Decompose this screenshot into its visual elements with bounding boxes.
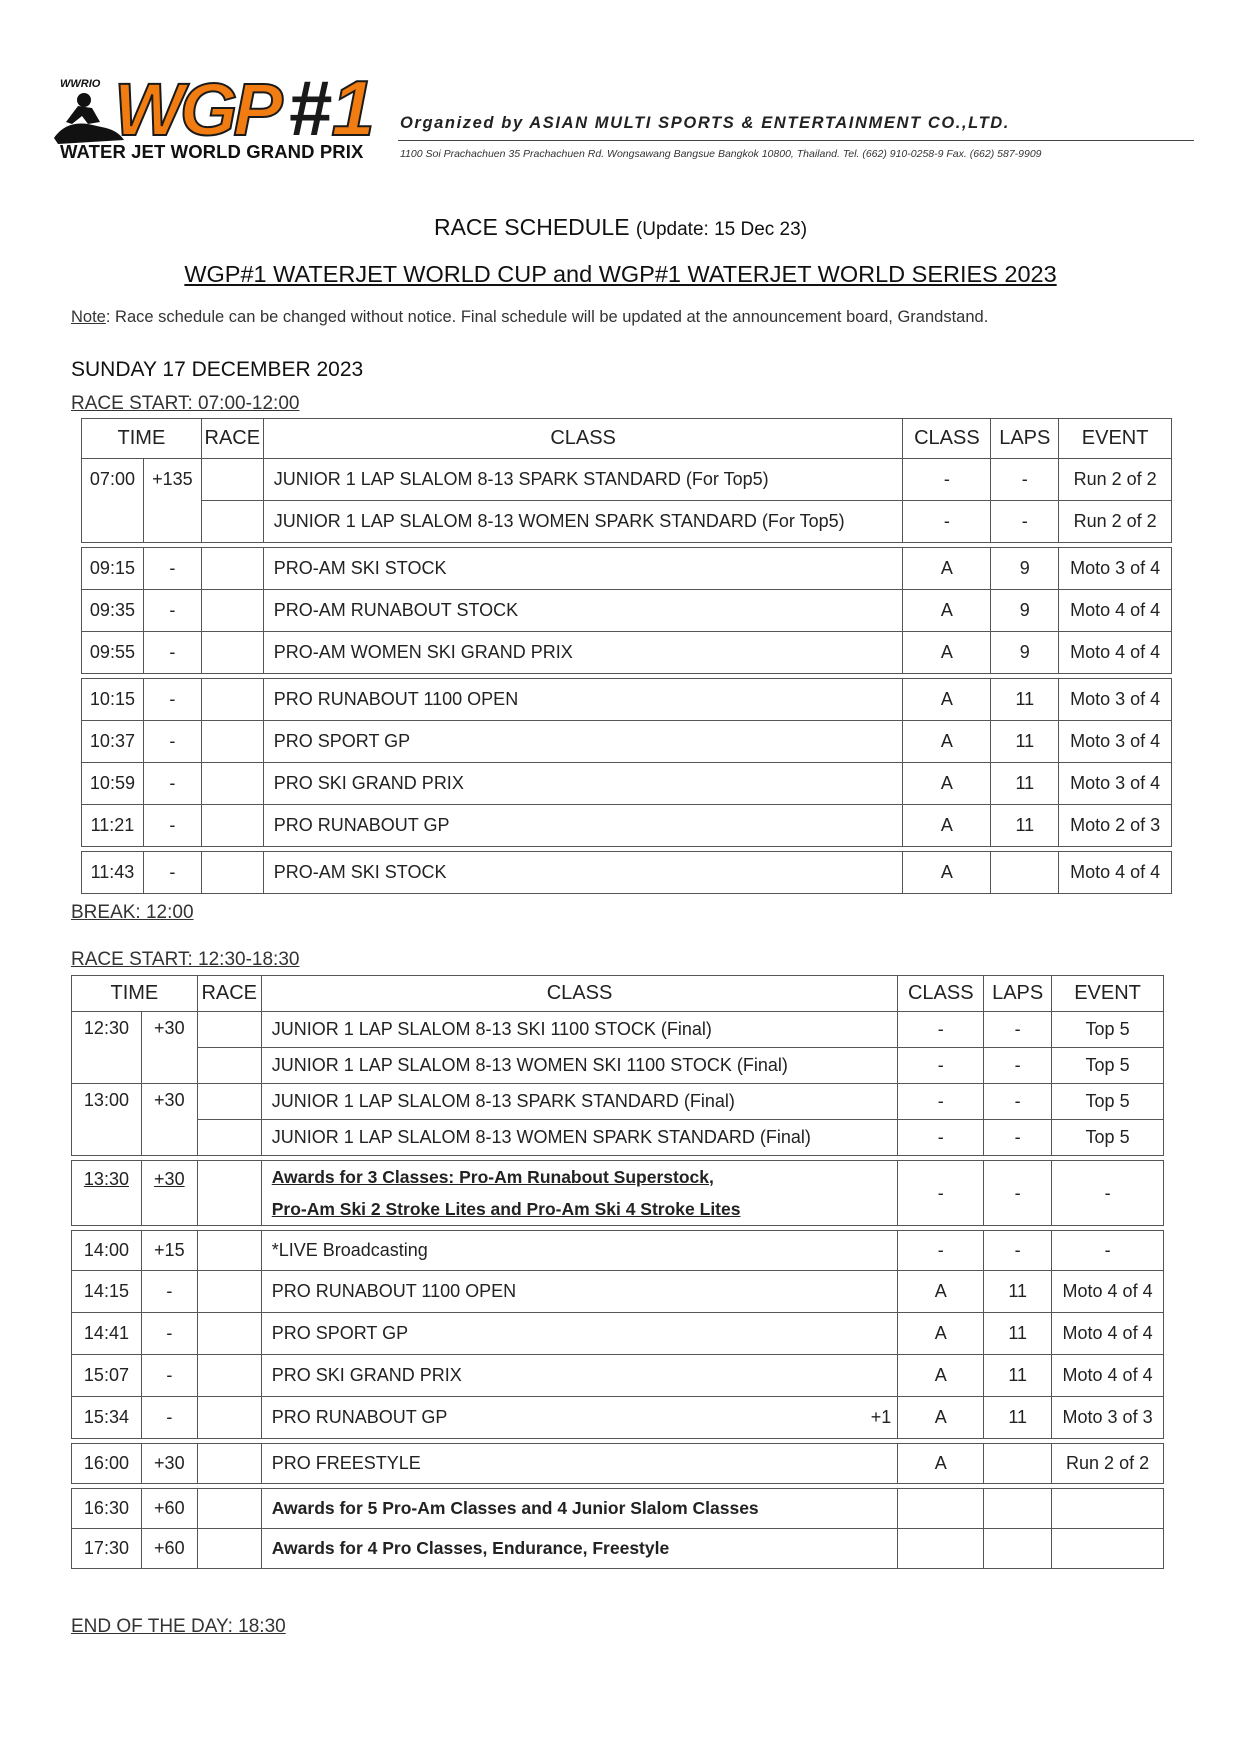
awards-line-1: Awards for 3 Classes: Pro-Am Runabout Superstock,: [271, 1167, 714, 1187]
table-row: 12:30 +30 JUNIOR 1 LAP SLALOM 8-13 SKI 1100 STOCK (Final) - - Top 5: [72, 1012, 1164, 1048]
table-header: TIME RACE CLASS CLASS LAPS EVENT: [82, 419, 1172, 459]
extra-note: +1: [870, 1407, 892, 1427]
day-heading: SUNDAY 17 DECEMBER 2023: [71, 358, 364, 381]
table-row: JUNIOR 1 LAP SLALOM 8-13 WOMEN SKI 1100 STOCK (Final) - - Top 5: [72, 1048, 1164, 1084]
table-row: 13:30 +30 Awards for 3 Classes: Pro-Am Runabout Superstock, Pro-Am Ski 2 Stroke Lites and Pro-Am Ski 4 Stroke Lites - - -: [72, 1161, 1164, 1226]
table-row: JUNIOR 1 LAP SLALOM 8-13 WOMEN SPARK STANDARD (Final) - - Top 5: [72, 1120, 1164, 1156]
table-row: 11:43 - PRO-AM SKI STOCK A Moto 4 of 4: [82, 852, 1172, 894]
table-row: 14:15 - PRO RUNABOUT 1100 OPEN A 11 Moto 4 of 4: [72, 1271, 1164, 1313]
logo-small-text: WWRIO: [60, 78, 101, 90]
table-row: 10:15 - PRO RUNABOUT 1100 OPEN A 11 Moto 3 of 4: [82, 679, 1172, 721]
header-divider: [398, 140, 1194, 141]
page-title: RACE SCHEDULE (Update: 15 Dec 23): [433, 214, 808, 240]
table-row: 14:41 - PRO SPORT GP A 11 Moto 4 of 4: [72, 1313, 1164, 1355]
table-header: TIME RACE CLASS CLASS LAPS EVENT: [72, 976, 1164, 1012]
awards-line-2: Pro-Am Ski 2 Stroke Lites and Pro-Am Ski 4 Stroke Lites: [271, 1199, 741, 1219]
end-of-day-label: END OF THE DAY: 18:30: [71, 1616, 286, 1637]
table-row: 09:35 - PRO-AM RUNABOUT STOCK A 9 Moto 4 of 4: [82, 590, 1172, 632]
update-date: (Update: 15 Dec 23): [635, 219, 808, 240]
table-row: 09:55 - PRO-AM WOMEN SKI GRAND PRIX A 9 Moto 4 of 4: [82, 632, 1172, 674]
table-row: 10:37 - PRO SPORT GP A 11 Moto 3 of 4: [82, 721, 1172, 763]
session1-heading: RACE START: 07:00-12:00: [71, 393, 300, 414]
schedule-note: Note: Race schedule can be changed without notice. Final schedule will be updated at the announcement board, Grandstand.: [71, 308, 989, 326]
logo-wgp-text: WGP: [114, 68, 279, 151]
table-row: 16:30 +60 Awards for 5 Pro-Am Classes and 4 Junior Slalom Classes: [72, 1489, 1164, 1529]
session2-heading: RACE START: 12:30-18:30: [71, 949, 300, 970]
logo-tagline: WATER JET WORLD GRAND PRIX: [60, 141, 364, 162]
table-row: 15:34 - PRO RUNABOUT GP +1 A 11 Moto 3 of 3: [72, 1397, 1164, 1439]
table-row: 11:21 - PRO RUNABOUT GP A 11 Moto 2 of 3: [82, 805, 1172, 847]
session1-table: [81, 418, 1172, 894]
page-subtitle: WGP#1 WATERJET WORLD CUP and WGP#1 WATERJET WORLD SERIES 2023: [184, 261, 1057, 287]
table-row: 07:00 +135 JUNIOR 1 LAP SLALOM 8-13 SPARK STANDARD (For Top5) - - Run 2 of 2: [82, 459, 1172, 501]
table-row: 10:59 - PRO SKI GRAND PRIX A 11 Moto 3 of 4: [82, 763, 1172, 805]
logo-number: #1: [288, 64, 375, 152]
table-row: 14:00 +15 *LIVE Broadcasting - - -: [72, 1231, 1164, 1271]
table-row: 09:15 - PRO-AM SKI STOCK A 9 Moto 3 of 4: [82, 548, 1172, 590]
table-row: 15:07 - PRO SKI GRAND PRIX A 11 Moto 4 of 4: [72, 1355, 1164, 1397]
wgp-logo: [48, 64, 388, 165]
session2-table: [71, 975, 1164, 1569]
table-row: 17:30 +60 Awards for 4 Pro Classes, Endurance, Freestyle: [72, 1529, 1164, 1569]
table-row: 16:00 +30 PRO FREESTYLE A Run 2 of 2: [72, 1444, 1164, 1484]
table-row: 13:00 +30 JUNIOR 1 LAP SLALOM 8-13 SPARK STANDARD (Final) - - Top 5: [72, 1084, 1164, 1120]
organizer-address: 1100 Soi Prachachuen 35 Prachachuen Rd. Wongsawang Bangsue Bangkok 10800, Thailand. Tel. (662) 910-0258-9 Fax. (662) 587-9909: [400, 148, 1042, 160]
organizer-text: Organized by ASIAN MULTI SPORTS & ENTERTAINMENT CO.,LTD.: [400, 114, 1010, 132]
table-row: JUNIOR 1 LAP SLALOM 8-13 WOMEN SPARK STANDARD (For Top5) - - Run 2 of 2: [82, 501, 1172, 543]
break-label: BREAK: 12:00: [71, 902, 194, 923]
